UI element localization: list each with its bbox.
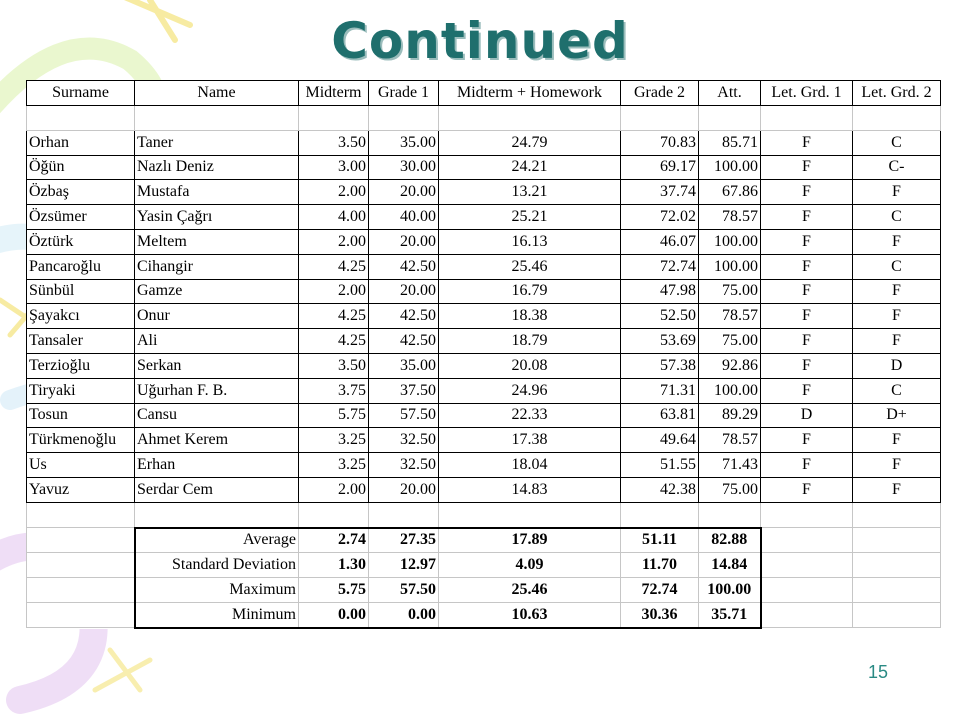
stats-row: [27, 528, 941, 553]
grade1-cell: 42.50: [369, 254, 439, 279]
table-row: [27, 155, 941, 180]
stat-grade1: 57.50: [369, 578, 439, 603]
surname-cell: Öztürk: [27, 229, 135, 254]
grade1-cell: 57.50: [369, 403, 439, 428]
attendance-cell: 71.43: [699, 453, 761, 478]
grade2-cell: 42.38: [621, 477, 699, 502]
name-cell: Cansu: [135, 403, 299, 428]
stats-row: [27, 553, 941, 578]
letter-grade-2-cell: C: [853, 254, 941, 279]
table-row: [27, 453, 941, 478]
surname-cell: Tosun: [27, 403, 135, 428]
attendance-cell: 92.86: [699, 353, 761, 378]
letter-grade-2-cell: F: [853, 180, 941, 205]
table-row: [27, 229, 941, 254]
midterm-homework-cell: 24.21: [439, 155, 621, 180]
grade1-cell: 42.50: [369, 329, 439, 354]
stat-attendance: 100.00: [699, 578, 761, 603]
column-header: Grade 1: [369, 81, 439, 106]
midterm-homework-cell: 22.33: [439, 403, 621, 428]
letter-grade-2-cell: F: [853, 229, 941, 254]
grade1-cell: 42.50: [369, 304, 439, 329]
column-header: Let. Grd. 2: [853, 81, 941, 106]
grade1-cell: 20.00: [369, 180, 439, 205]
grade1-cell: 35.00: [369, 353, 439, 378]
midterm-cell: 3.25: [299, 428, 369, 453]
empty-cell: [135, 106, 299, 131]
surname-cell: Türkmenoğlu: [27, 428, 135, 453]
grade2-cell: 49.64: [621, 428, 699, 453]
stat-midterm-homework: 4.09: [439, 553, 621, 578]
attendance-cell: 89.29: [699, 403, 761, 428]
name-cell: Onur: [135, 304, 299, 329]
midterm-homework-cell: 25.21: [439, 205, 621, 230]
table-row: [27, 403, 941, 428]
letter-grade-1-cell: F: [761, 130, 853, 155]
grade2-cell: 57.38: [621, 353, 699, 378]
grade2-cell: 47.98: [621, 279, 699, 304]
name-cell: Cihangir: [135, 254, 299, 279]
stat-label: Average: [135, 528, 299, 553]
midterm-homework-cell: 17.38: [439, 428, 621, 453]
table-row: [27, 205, 941, 230]
grade2-cell: 70.83: [621, 130, 699, 155]
stats-row: [27, 602, 941, 627]
empty-cell: [853, 502, 941, 527]
stat-midterm: 5.75: [299, 578, 369, 603]
letter-grade-1-cell: F: [761, 453, 853, 478]
empty-cell: [761, 106, 853, 131]
grade1-cell: 32.50: [369, 453, 439, 478]
midterm-cell: 3.50: [299, 353, 369, 378]
letter-grade-1-cell: F: [761, 229, 853, 254]
name-cell: Ali: [135, 329, 299, 354]
midterm-cell: 3.50: [299, 130, 369, 155]
midterm-cell: 4.25: [299, 304, 369, 329]
name-cell: Meltem: [135, 229, 299, 254]
table-row: [27, 329, 941, 354]
empty-cell: [621, 502, 699, 527]
grade2-cell: 37.74: [621, 180, 699, 205]
column-header: Let. Grd. 1: [761, 81, 853, 106]
empty-cell: [699, 502, 761, 527]
midterm-homework-cell: 18.04: [439, 453, 621, 478]
stat-attendance: 35.71: [699, 602, 761, 627]
table-row: [27, 477, 941, 502]
stat-grade2: 51.11: [621, 528, 699, 553]
letter-grade-2-cell: C: [853, 378, 941, 403]
letter-grade-2-cell: C: [853, 205, 941, 230]
stat-midterm-homework: 17.89: [439, 528, 621, 553]
name-cell: Uğurhan F. B.: [135, 378, 299, 403]
letter-grade-1-cell: F: [761, 205, 853, 230]
empty-cell: [761, 553, 853, 578]
table-row: [27, 180, 941, 205]
attendance-cell: 75.00: [699, 329, 761, 354]
table-row: [27, 279, 941, 304]
midterm-cell: 2.00: [299, 229, 369, 254]
midterm-cell: 3.00: [299, 155, 369, 180]
surname-cell: Tansaler: [27, 329, 135, 354]
midterm-cell: 2.00: [299, 279, 369, 304]
empty-cell: [299, 502, 369, 527]
grade2-cell: 63.81: [621, 403, 699, 428]
empty-cell: [27, 106, 135, 131]
empty-cell: [27, 553, 135, 578]
empty-cell: [439, 502, 621, 527]
empty-row: [27, 106, 941, 131]
empty-cell: [27, 602, 135, 627]
surname-cell: Us: [27, 453, 135, 478]
midterm-cell: 3.25: [299, 453, 369, 478]
empty-cell: [853, 528, 941, 553]
column-header: Midterm + Homework: [439, 81, 621, 106]
name-cell: Ahmet Kerem: [135, 428, 299, 453]
slide-title: Continued: [331, 12, 629, 70]
surname-cell: Yavuz: [27, 477, 135, 502]
midterm-cell: 4.25: [299, 254, 369, 279]
stat-attendance: 14.84: [699, 553, 761, 578]
grade2-cell: 72.74: [621, 254, 699, 279]
empty-cell: [853, 553, 941, 578]
letter-grade-1-cell: F: [761, 477, 853, 502]
letter-grade-2-cell: F: [853, 304, 941, 329]
attendance-cell: 75.00: [699, 279, 761, 304]
attendance-cell: 78.57: [699, 205, 761, 230]
midterm-homework-cell: 16.79: [439, 279, 621, 304]
letter-grade-1-cell: F: [761, 428, 853, 453]
surname-cell: Özbaş: [27, 180, 135, 205]
empty-cell: [135, 502, 299, 527]
empty-cell: [761, 602, 853, 627]
grade2-cell: 72.02: [621, 205, 699, 230]
grade1-cell: 40.00: [369, 205, 439, 230]
stat-midterm: 0.00: [299, 602, 369, 627]
surname-cell: Terzioğlu: [27, 353, 135, 378]
name-cell: Gamze: [135, 279, 299, 304]
grade2-cell: 69.17: [621, 155, 699, 180]
empty-cell: [27, 502, 135, 527]
empty-cell: [299, 106, 369, 131]
name-cell: Yasin Çağrı: [135, 205, 299, 230]
grade1-cell: 20.00: [369, 279, 439, 304]
midterm-cell: 3.75: [299, 378, 369, 403]
letter-grade-1-cell: F: [761, 329, 853, 354]
midterm-homework-cell: 16.13: [439, 229, 621, 254]
grade2-cell: 53.69: [621, 329, 699, 354]
stat-grade2: 11.70: [621, 553, 699, 578]
column-header: Midterm: [299, 81, 369, 106]
empty-cell: [369, 502, 439, 527]
surname-cell: Özsümer: [27, 205, 135, 230]
grades-table: [26, 80, 941, 629]
empty-cell: [369, 106, 439, 131]
letter-grade-2-cell: F: [853, 329, 941, 354]
table-row: [27, 353, 941, 378]
stat-label: Standard Deviation: [135, 553, 299, 578]
empty-row: [27, 502, 941, 527]
letter-grade-2-cell: F: [853, 428, 941, 453]
name-cell: Erhan: [135, 453, 299, 478]
midterm-homework-cell: 13.21: [439, 180, 621, 205]
grade2-cell: 71.31: [621, 378, 699, 403]
empty-cell: [27, 528, 135, 553]
column-header: Surname: [27, 81, 135, 106]
page-number: 15: [868, 662, 889, 682]
empty-cell: [853, 602, 941, 627]
attendance-cell: 100.00: [699, 155, 761, 180]
grade2-cell: 51.55: [621, 453, 699, 478]
letter-grade-1-cell: F: [761, 353, 853, 378]
surname-cell: Orhan: [27, 130, 135, 155]
letter-grade-1-cell: F: [761, 279, 853, 304]
attendance-cell: 100.00: [699, 254, 761, 279]
midterm-homework-cell: 18.79: [439, 329, 621, 354]
grade1-cell: 20.00: [369, 477, 439, 502]
letter-grade-2-cell: F: [853, 477, 941, 502]
letter-grade-1-cell: D: [761, 403, 853, 428]
stat-label: Maximum: [135, 578, 299, 603]
empty-cell: [761, 578, 853, 603]
empty-cell: [761, 502, 853, 527]
stat-midterm-homework: 10.63: [439, 602, 621, 627]
midterm-homework-cell: 14.83: [439, 477, 621, 502]
surname-cell: Sünbül: [27, 279, 135, 304]
letter-grade-1-cell: F: [761, 254, 853, 279]
letter-grade-2-cell: C: [853, 130, 941, 155]
attendance-cell: 100.00: [699, 229, 761, 254]
surname-cell: Şayakcı: [27, 304, 135, 329]
midterm-homework-cell: 24.96: [439, 378, 621, 403]
midterm-cell: 4.00: [299, 205, 369, 230]
stat-grade1: 12.97: [369, 553, 439, 578]
attendance-cell: 67.86: [699, 180, 761, 205]
attendance-cell: 85.71: [699, 130, 761, 155]
grade1-cell: 37.50: [369, 378, 439, 403]
midterm-cell: 5.75: [299, 403, 369, 428]
letter-grade-2-cell: F: [853, 453, 941, 478]
column-header: Grade 2: [621, 81, 699, 106]
letter-grade-2-cell: D: [853, 353, 941, 378]
grade2-cell: 46.07: [621, 229, 699, 254]
letter-grade-2-cell: D+: [853, 403, 941, 428]
grade1-cell: 30.00: [369, 155, 439, 180]
stat-midterm: 2.74: [299, 528, 369, 553]
stat-label: Minimum: [135, 602, 299, 627]
header-row: [27, 81, 941, 106]
attendance-cell: 100.00: [699, 378, 761, 403]
grade1-cell: 32.50: [369, 428, 439, 453]
surname-cell: Pancaroğlu: [27, 254, 135, 279]
attendance-cell: 75.00: [699, 477, 761, 502]
table-row: [27, 378, 941, 403]
table-row: [27, 130, 941, 155]
surname-cell: Tiryaki: [27, 378, 135, 403]
empty-cell: [439, 106, 621, 131]
letter-grade-2-cell: C-: [853, 155, 941, 180]
letter-grade-1-cell: F: [761, 180, 853, 205]
column-header: Att.: [699, 81, 761, 106]
empty-cell: [853, 106, 941, 131]
grade1-cell: 20.00: [369, 229, 439, 254]
stat-grade1: 27.35: [369, 528, 439, 553]
empty-cell: [853, 578, 941, 603]
stat-midterm-homework: 25.46: [439, 578, 621, 603]
empty-cell: [699, 106, 761, 131]
table-row: [27, 428, 941, 453]
letter-grade-1-cell: F: [761, 155, 853, 180]
name-cell: Nazlı Deniz: [135, 155, 299, 180]
name-cell: Mustafa: [135, 180, 299, 205]
midterm-homework-cell: 18.38: [439, 304, 621, 329]
attendance-cell: 78.57: [699, 304, 761, 329]
letter-grade-2-cell: F: [853, 279, 941, 304]
empty-cell: [621, 106, 699, 131]
stats-row: [27, 578, 941, 603]
grade1-cell: 35.00: [369, 130, 439, 155]
grade2-cell: 52.50: [621, 304, 699, 329]
stat-grade2: 30.36: [621, 602, 699, 627]
letter-grade-1-cell: F: [761, 304, 853, 329]
name-cell: Taner: [135, 130, 299, 155]
empty-cell: [761, 528, 853, 553]
column-header: Name: [135, 81, 299, 106]
stat-grade1: 0.00: [369, 602, 439, 627]
midterm-homework-cell: 25.46: [439, 254, 621, 279]
midterm-cell: 4.25: [299, 329, 369, 354]
midterm-homework-cell: 24.79: [439, 130, 621, 155]
midterm-cell: 2.00: [299, 477, 369, 502]
letter-grade-1-cell: F: [761, 378, 853, 403]
table-row: [27, 254, 941, 279]
stat-grade2: 72.74: [621, 578, 699, 603]
stat-attendance: 82.88: [699, 528, 761, 553]
midterm-homework-cell: 20.08: [439, 353, 621, 378]
name-cell: Serkan: [135, 353, 299, 378]
surname-cell: Öğün: [27, 155, 135, 180]
stat-midterm: 1.30: [299, 553, 369, 578]
attendance-cell: 78.57: [699, 428, 761, 453]
empty-cell: [27, 578, 135, 603]
name-cell: Serdar Cem: [135, 477, 299, 502]
table-row: [27, 304, 941, 329]
midterm-cell: 2.00: [299, 180, 369, 205]
